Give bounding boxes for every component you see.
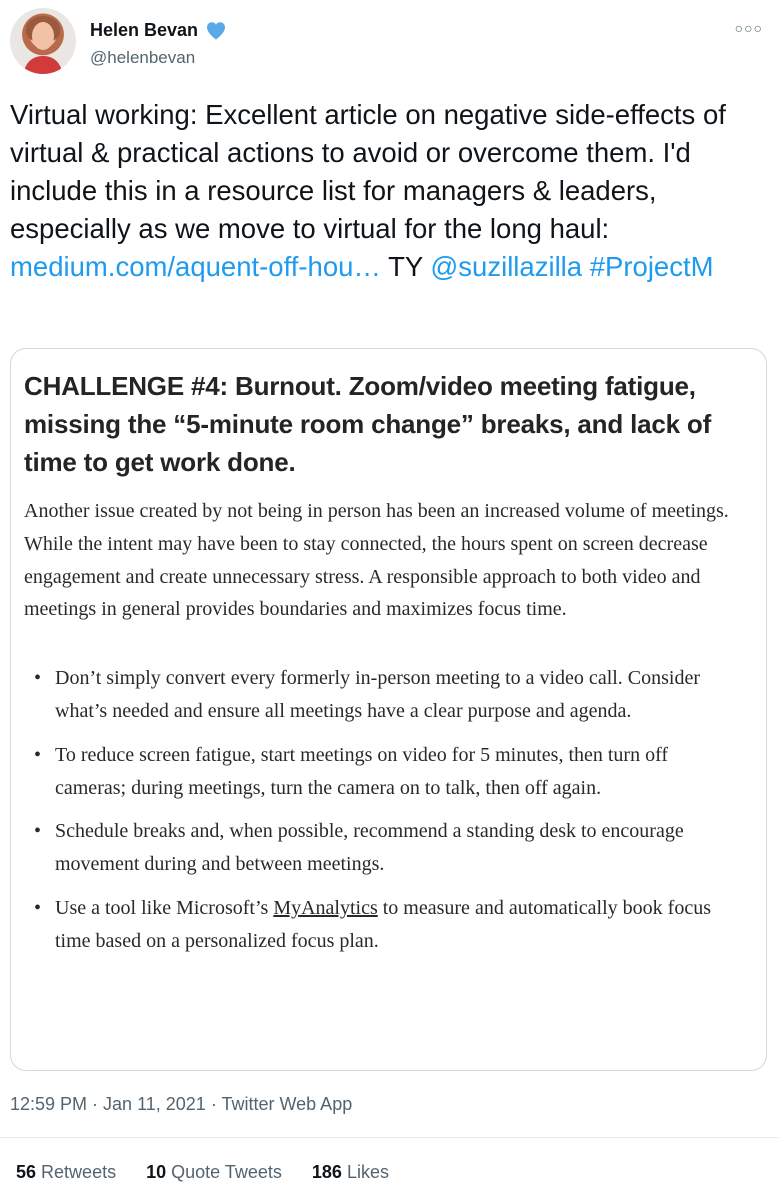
tweet-text	[10, 96, 760, 286]
card-bullet-list	[24, 662, 744, 957]
retweets-count: 56	[16, 1162, 37, 1182]
tweet-text-part	[582, 251, 590, 282]
bullet-icon: •	[34, 896, 42, 919]
author-name-row[interactable]	[90, 18, 228, 42]
author-handle[interactable]: @helenbevan	[90, 48, 196, 67]
avatar[interactable]	[10, 8, 76, 74]
tweet-meta	[10, 1094, 352, 1115]
attached-image-card[interactable]	[10, 348, 767, 1071]
quote-tweets-stat[interactable]	[146, 1162, 282, 1183]
likes-count: 186	[311, 1162, 342, 1182]
hashtag-link[interactable]: #ProjectM	[589, 251, 714, 282]
quotes-label: Quote Tweets	[171, 1162, 282, 1182]
retweets-stat[interactable]	[16, 1162, 116, 1183]
meta-separator: ·	[205, 1094, 222, 1114]
tweet-stats	[16, 1162, 389, 1183]
author-name[interactable]: Helen Bevan	[90, 19, 199, 40]
divider	[0, 1137, 779, 1138]
list-item-text: Don’t simply convert every formerly in-person meeting to a video call. Consider what’s needed and ensure all meetings have a clear purpose and agenda.	[55, 667, 701, 722]
tweet-header	[10, 8, 769, 78]
list-item	[24, 892, 744, 958]
tweet-source[interactable]: Twitter Web App	[221, 1094, 353, 1114]
author-block[interactable]	[90, 18, 228, 68]
tweet-text-part: Virtual working: Excellent article on negative side-effects of virtual & practical actions to avoid or overcome them. I'd include this in a resource list for managers & leaders, especially as we move to virtual for the long haul:	[10, 99, 726, 244]
list-item	[24, 662, 744, 728]
list-item-text: To reduce screen fatigue, start meetings on video for 5 minutes, then turn off cameras; during meetings, turn the camera on to talk, then off again.	[55, 743, 669, 799]
retweets-label: Retweets	[41, 1162, 117, 1182]
bullet-icon: •	[34, 667, 42, 690]
list-item-text: Use a tool like Microsoft’s	[55, 896, 274, 919]
card-content	[24, 367, 744, 969]
bullet-icon: •	[34, 743, 42, 766]
list-item-text: Schedule breaks and, when possible, recommend a standing desk to encourage movement during and between meetings.	[55, 820, 684, 876]
likes-label: Likes	[346, 1162, 389, 1182]
tweet-text-part: TY	[380, 251, 431, 282]
myanalytics-link: MyAnalytics	[273, 896, 378, 919]
likes-stat[interactable]	[312, 1162, 389, 1183]
verified-badge-icon	[204, 18, 228, 42]
list-item	[24, 739, 744, 805]
tweet-time[interactable]: 12:59 PM	[10, 1094, 88, 1114]
bullet-icon: •	[34, 820, 42, 843]
more-options-icon[interactable]: ○○○	[734, 20, 763, 36]
meta-separator: ·	[87, 1094, 104, 1114]
list-item	[24, 815, 744, 881]
card-heading: CHALLENGE #4: Burnout. Zoom/video meeting fatigue, missing the “5-minute room change” breaks, and lack of time to get work done.	[24, 371, 712, 477]
list-item-text: to measure and automatically book focus time based on a personalized focus plan.	[55, 896, 711, 952]
avatar-shirt	[24, 56, 62, 74]
mention-link[interactable]: @suzillazilla	[430, 251, 583, 282]
tweet-date[interactable]: Jan 11, 2021	[103, 1094, 206, 1114]
avatar-face	[32, 22, 54, 50]
card-paragraph: Another issue created by not being in person has been an increased volume of meetings. While the intent may have been to stay connected, the hours spent on screen decrease engagement and create unnecessary stress. A responsible approach to both video and meetings in general provides boundaries and maximizes focus time.	[24, 500, 729, 621]
article-link[interactable]: medium.com/aquent-off-hou…	[10, 251, 381, 282]
quotes-count: 10	[146, 1162, 167, 1182]
